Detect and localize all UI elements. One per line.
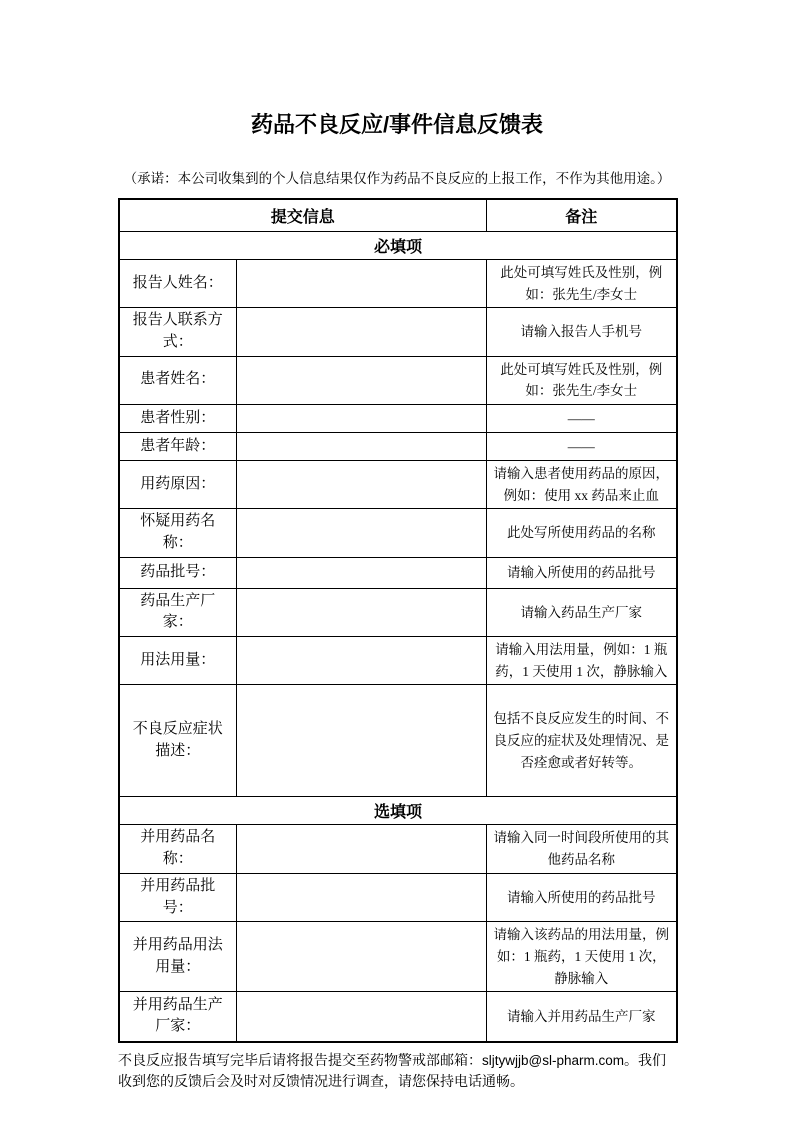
field-label: 用药原因： [119, 460, 236, 508]
column-header-submit-info: 提交信息 [119, 199, 486, 232]
row-suspected-drug-name [119, 509, 677, 558]
field-input-cell[interactable] [236, 509, 486, 558]
row-drug-manufacturer [119, 588, 677, 637]
field-input-cell[interactable] [236, 557, 486, 588]
field-label: 不良反应症状描述： [119, 685, 236, 797]
field-label: 报告人联系方式： [119, 308, 236, 357]
field-label: 药品生产厂家： [119, 588, 236, 637]
row-concomitant-drug-dosage [119, 922, 677, 992]
section-row-optional [119, 797, 677, 825]
submission-instructions [118, 1051, 676, 1094]
field-label: 患者年龄： [119, 432, 236, 460]
field-label: 并用药品生产厂家： [119, 992, 236, 1042]
footer-text-before-email: 不良反应报告填写完毕后请将报告提交至药物警戒部邮箱： [118, 1053, 482, 1069]
row-patient-name [119, 356, 677, 404]
field-input-cell[interactable] [236, 825, 486, 874]
field-label: 患者姓名： [119, 356, 236, 404]
row-medication-reason [119, 460, 677, 508]
field-remark: 此处可填写姓氏及性别，例如：张先生/李女士 [486, 356, 677, 404]
row-reporter-contact [119, 308, 677, 357]
field-input-cell[interactable] [236, 308, 486, 357]
field-input-cell[interactable] [236, 873, 486, 922]
pharmacovigilance-email: sljtywjjb@sl-pharm.com [482, 1052, 624, 1068]
row-patient-age [119, 432, 677, 460]
field-label: 并用药品批号： [119, 873, 236, 922]
field-label: 用法用量： [119, 637, 236, 685]
field-remark: 请输入用法用量，例如：1 瓶药，1 天使用 1 次，静脉输入 [486, 637, 677, 685]
page-title: 药品不良反应/事件信息反馈表 [250, 112, 544, 137]
field-remark: 包括不良反应发生的时间、不良反应的症状及处理情况、是否痊愈或者好转等。 [486, 685, 677, 797]
field-label: 怀疑用药名称： [119, 509, 236, 558]
field-input-cell[interactable] [236, 685, 486, 797]
field-label: 患者性别： [119, 404, 236, 432]
field-input-cell[interactable] [236, 404, 486, 432]
field-remark: —— [486, 404, 677, 432]
section-row-required [119, 232, 677, 260]
field-label: 并用药品名称： [119, 825, 236, 874]
field-input-cell[interactable] [236, 432, 486, 460]
field-remark: 请输入报告人手机号 [486, 308, 677, 357]
table-header-row [119, 199, 677, 232]
field-remark: 请输入所使用的药品批号 [486, 873, 677, 922]
field-input-cell[interactable] [236, 588, 486, 637]
row-drug-batch-number [119, 557, 677, 588]
column-header-remark: 备注 [486, 199, 677, 232]
field-remark: 请输入所使用的药品批号 [486, 557, 677, 588]
row-concomitant-drug-manufacturer [119, 992, 677, 1042]
field-remark: 此处可填写姓氏及性别，例如：张先生/李女士 [486, 260, 677, 308]
row-concomitant-drug-name [119, 825, 677, 874]
field-remark: —— [486, 432, 677, 460]
field-remark: 请输入药品生产厂家 [486, 588, 677, 637]
privacy-note: （承诺：本公司收集到的个人信息结果仅作为药品不良反应的上报工作，不作为其他用途。） [123, 170, 671, 186]
field-remark: 此处写所使用药品的名称 [486, 509, 677, 558]
field-remark: 请输入患者使用药品的原因，例如：使用 xx 药品来止血 [486, 460, 677, 508]
section-label-required: 必填项 [119, 232, 677, 260]
footer-text-after-email: 。我们收到您的反馈后会及时对反馈情况进行调查，请您保持电话通畅。 [118, 1053, 666, 1091]
row-adverse-reaction-description [119, 685, 677, 797]
field-remark: 请输入同一时间段所使用的其他药品名称 [486, 825, 677, 874]
field-input-cell[interactable] [236, 356, 486, 404]
field-remark: 请输入并用药品生产厂家 [486, 992, 677, 1042]
row-patient-gender [119, 404, 677, 432]
field-input-cell[interactable] [236, 922, 486, 992]
field-input-cell[interactable] [236, 637, 486, 685]
field-label: 报告人姓名： [119, 260, 236, 308]
field-input-cell[interactable] [236, 992, 486, 1042]
row-concomitant-drug-batch-number [119, 873, 677, 922]
row-reporter-name [119, 260, 677, 308]
row-dosage-usage [119, 637, 677, 685]
field-label: 药品批号： [119, 557, 236, 588]
section-label-optional: 选填项 [119, 797, 677, 825]
field-input-cell[interactable] [236, 460, 486, 508]
field-input-cell[interactable] [236, 260, 486, 308]
field-remark: 请输入该药品的用法用量，例如：1 瓶药，1 天使用 1 次，静脉输入 [486, 922, 677, 992]
feedback-form-table [118, 198, 678, 1043]
field-label: 并用药品用法用量： [119, 922, 236, 992]
